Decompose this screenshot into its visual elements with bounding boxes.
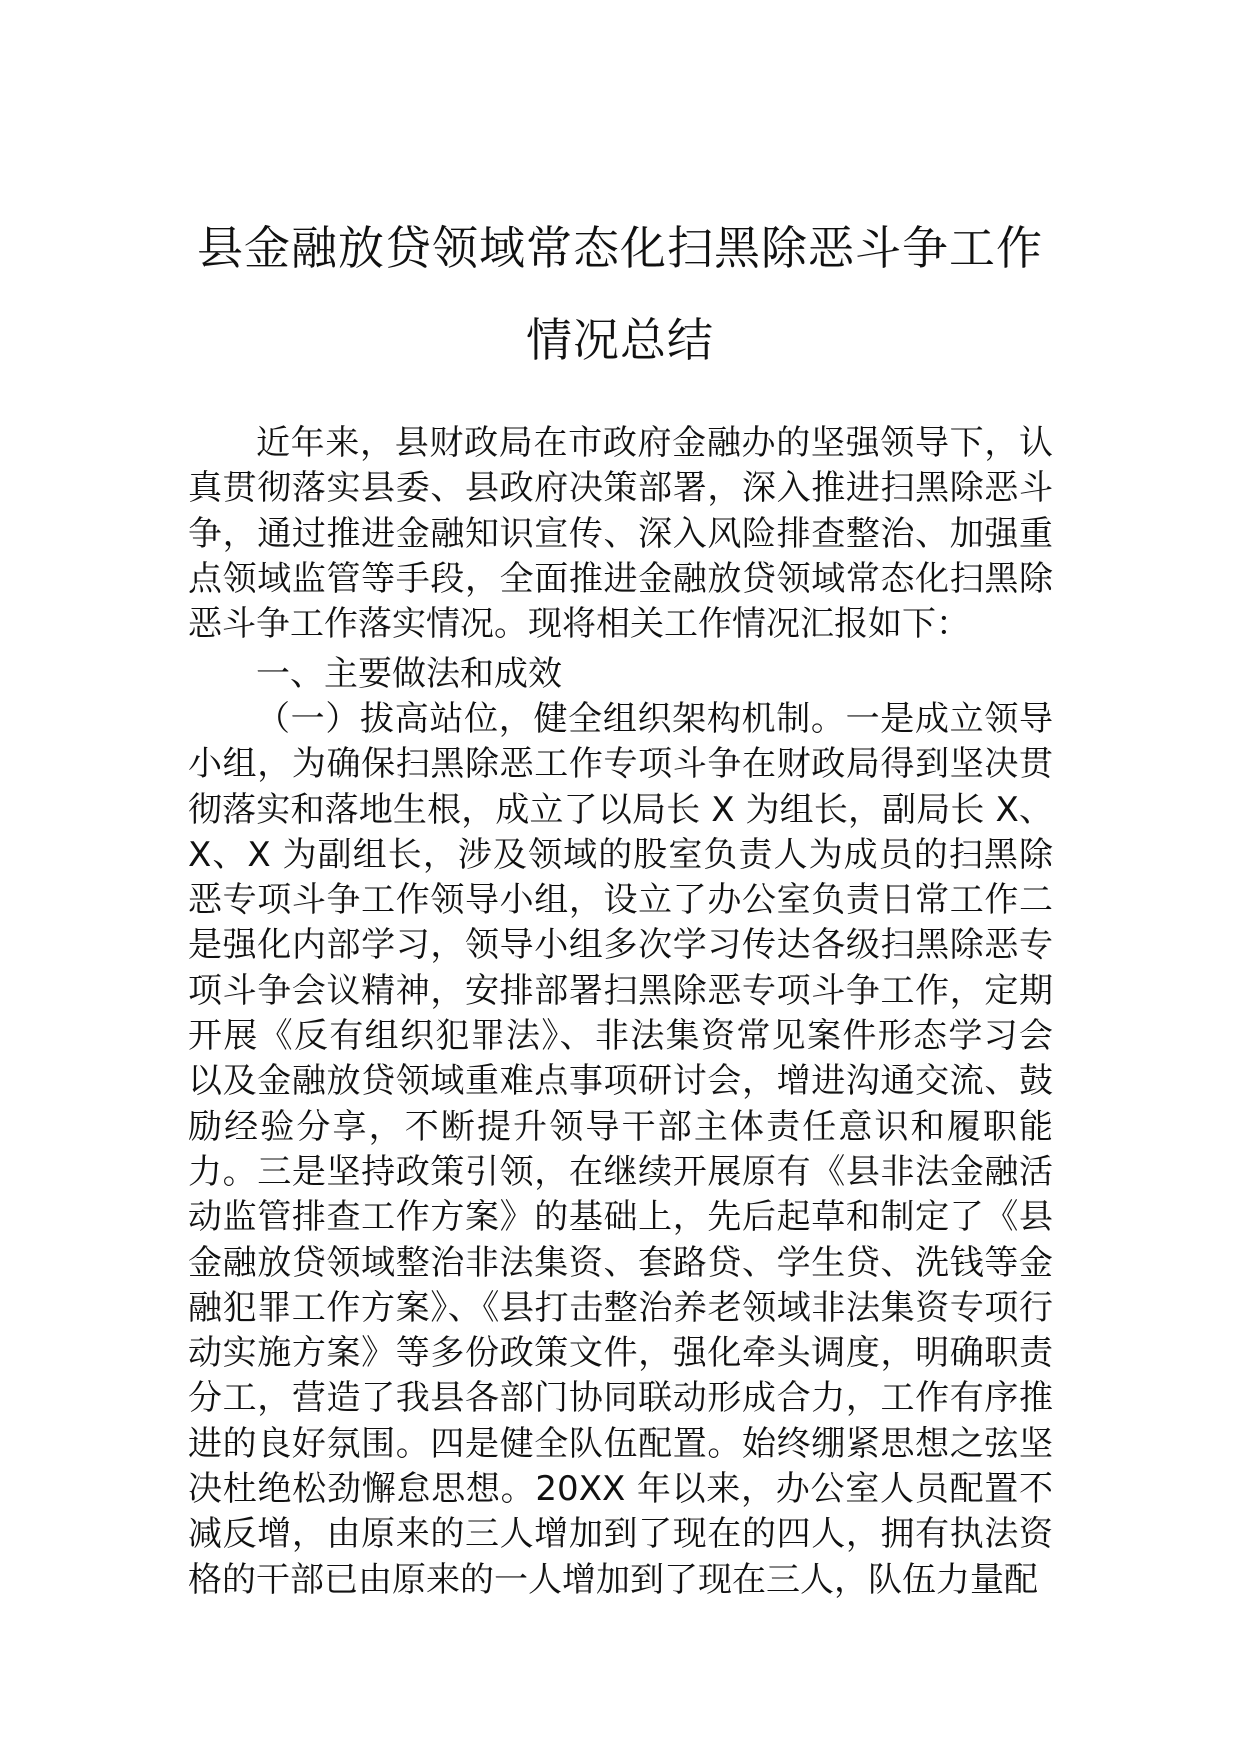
section-1-paragraph: （一）拔高站位，健全组织架构机制。一是成立领导小组，为确保扫黑除恶工作专项斗争在财政局得到坚决贯彻落实和落地生根，成立了以局长 X 为组长，副局长 X、X、X 为副组长，涉及领域的股室负责人为成员的扫黑除恶专项斗争工作领导小组，设立了办公室负责日常工作二是强化内部学习，领导小组多次学习传达各级扫黑除恶专项斗争会议精神，安排部署扫黑除恶专项斗争工作，定期开展《反有组织犯罪法》、非法集资常见案件形态学习会以及金融放贷领域重难点事项研讨会，增进沟通交流、鼓励经验分享，不断提升领导干部主体责任意识和履职能力。三是坚持政策引领，在继续开展原有《县非法金融活动监管排查工作方案》的基础上，先后起草和制定了《县金融放贷领域整治非法集资、套路贷、学生贷、洗钱等金融犯罪工作方案》、《县打击整治养老领域非法集资专项行动实施方案》等多份政策文件，强化牵头调度，明确职责分工，营造了我县各部门协同联动形成合力，工作有序推进的良好氛围。四是健全队伍配置。始终绷紧思想之弦坚决杜绝松劲懈怠思想。20XX 年以来，办公室人员配置不减反增，由原来的三人增加到了现在的四人，拥有执法资格的干部已由原来的一人增加到了现在三人，队伍力量配 — [188, 699, 1053, 1600]
intro-paragraph: 近年来，县财政局在市政府金融办的坚强领导下，认真贯彻落实县委、县政府决策部署，深入推进扫黑除恶斗争，通过推进金融知识宣传、深入风险排查整治、加强重点领域监管等手段，全面推进金融放贷领域常态化扫黑除恶斗争工作落实情况。现将相关工作情况汇报如下： — [188, 423, 1053, 645]
section-heading-1: 一、主要做法和成效 — [256, 654, 562, 694]
document-title-line-2: 情况总结 — [526, 313, 714, 367]
document-title-line-1: 县金融放贷领域常态化扫黑除恶斗争工作 — [197, 221, 1043, 275]
